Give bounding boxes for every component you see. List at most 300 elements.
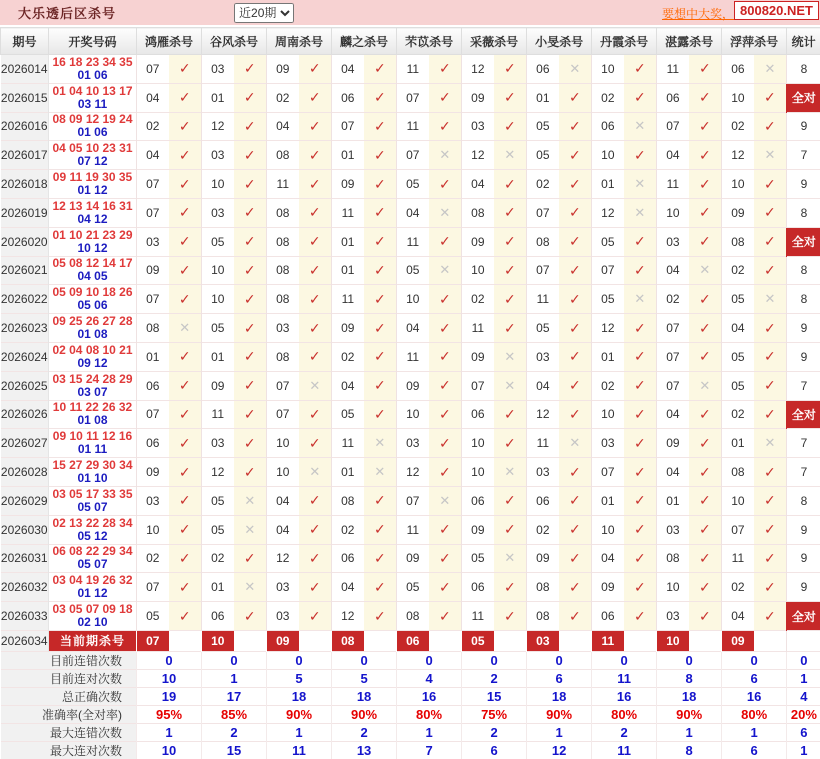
result-mark bbox=[559, 486, 592, 515]
result-mark bbox=[299, 112, 332, 141]
back-zone-numbers: 05 06 bbox=[49, 299, 136, 312]
result-mark bbox=[494, 342, 527, 371]
kill-number: 04 bbox=[397, 198, 429, 227]
result-mark bbox=[364, 314, 397, 343]
result-mark bbox=[169, 55, 202, 84]
column-header-period: 期号 bbox=[1, 28, 49, 55]
result-mark bbox=[234, 55, 267, 84]
kill-number: 12 bbox=[397, 458, 429, 487]
kill-number: 08 bbox=[267, 227, 299, 256]
result-mark bbox=[429, 141, 462, 170]
kill-number: 04 bbox=[267, 486, 299, 515]
period-cell: 2026022 bbox=[1, 285, 49, 314]
check-icon: ✓ bbox=[374, 406, 386, 422]
kill-number: 04 bbox=[527, 371, 559, 400]
kill-number: 04 bbox=[657, 256, 689, 285]
kill-number: 06 bbox=[462, 573, 494, 602]
kill-number: 03 bbox=[397, 429, 429, 458]
kill-number: 10 bbox=[202, 285, 234, 314]
result-mark bbox=[234, 198, 267, 227]
result-mark bbox=[364, 544, 397, 573]
back-zone-numbers: 07 12 bbox=[49, 155, 136, 168]
kill-number: 04 bbox=[592, 544, 624, 573]
kill-number: 03 bbox=[202, 429, 234, 458]
result-mark bbox=[754, 83, 787, 112]
check-icon: ✓ bbox=[764, 464, 776, 480]
period-cell: 2026014 bbox=[1, 55, 49, 84]
result-mark bbox=[754, 314, 787, 343]
summary-value: 90% bbox=[267, 705, 332, 723]
result-mark bbox=[299, 83, 332, 112]
check-icon: ✓ bbox=[374, 348, 386, 364]
summary-stat-value: 20% bbox=[787, 705, 820, 723]
summary-value: 0 bbox=[527, 651, 592, 669]
result-mark bbox=[429, 112, 462, 141]
check-icon: ✓ bbox=[374, 147, 386, 163]
summary-value: 1 bbox=[527, 723, 592, 741]
period-cell: 2026019 bbox=[1, 198, 49, 227]
period-cell: 2026033 bbox=[1, 602, 49, 631]
result-mark bbox=[624, 170, 657, 199]
kill-number: 12 bbox=[462, 55, 494, 84]
check-icon: ✓ bbox=[764, 579, 776, 595]
stat-cell: 8 bbox=[787, 285, 820, 314]
back-zone-numbers: 04 12 bbox=[49, 213, 136, 226]
kill-number: 01 bbox=[137, 342, 169, 371]
front-zone-numbers: 10 11 22 26 32 bbox=[49, 401, 136, 414]
check-icon: ✓ bbox=[179, 89, 191, 105]
check-icon: ✓ bbox=[634, 60, 646, 76]
check-icon: ✓ bbox=[439, 377, 451, 393]
stat-cell: 全对 bbox=[787, 400, 820, 429]
check-icon: ✓ bbox=[569, 521, 581, 537]
result-mark bbox=[624, 544, 657, 573]
check-icon: ✓ bbox=[179, 608, 191, 624]
kill-number: 10 bbox=[657, 573, 689, 602]
kill-number: 03 bbox=[202, 141, 234, 170]
cross-icon: ✕ bbox=[374, 464, 385, 479]
kill-number: 07 bbox=[137, 400, 169, 429]
front-zone-numbers: 01 10 21 23 29 bbox=[49, 229, 136, 242]
kill-number: 01 bbox=[332, 141, 364, 170]
result-mark bbox=[234, 602, 267, 631]
check-icon: ✓ bbox=[179, 176, 191, 192]
kill-number: 11 bbox=[527, 429, 559, 458]
kill-number: 07 bbox=[592, 256, 624, 285]
summary-value: 18 bbox=[657, 687, 722, 705]
result-mark bbox=[754, 112, 787, 141]
check-icon: ✓ bbox=[569, 262, 581, 278]
summary-value: 95% bbox=[137, 705, 202, 723]
check-icon: ✓ bbox=[179, 579, 191, 595]
cross-icon: ✕ bbox=[569, 61, 580, 76]
check-icon: ✓ bbox=[504, 521, 516, 537]
front-zone-numbers: 02 13 22 28 34 bbox=[49, 517, 136, 530]
front-zone-numbers: 04 05 10 23 31 bbox=[49, 142, 136, 155]
result-mark bbox=[299, 285, 332, 314]
result-mark bbox=[624, 285, 657, 314]
summary-value: 11 bbox=[592, 741, 657, 759]
winning-numbers bbox=[49, 342, 137, 371]
result-mark bbox=[169, 544, 202, 573]
result-mark bbox=[169, 371, 202, 400]
check-icon: ✓ bbox=[764, 377, 776, 393]
kill-number: 02 bbox=[202, 544, 234, 573]
kill-number: 01 bbox=[527, 83, 559, 112]
winning-numbers bbox=[49, 170, 137, 199]
cross-icon: ✕ bbox=[764, 61, 775, 76]
result-mark bbox=[169, 256, 202, 285]
summary-stat-value: 1 bbox=[787, 669, 820, 687]
kill-number: 11 bbox=[332, 198, 364, 227]
check-icon: ✓ bbox=[309, 550, 321, 566]
cross-icon: ✕ bbox=[244, 493, 255, 508]
period-cell: 2026018 bbox=[1, 170, 49, 199]
cross-icon: ✕ bbox=[569, 435, 580, 450]
summary-value: 0 bbox=[592, 651, 657, 669]
result-mark bbox=[429, 400, 462, 429]
kill-number: 05 bbox=[397, 170, 429, 199]
check-icon: ✓ bbox=[764, 320, 776, 336]
winning-numbers bbox=[49, 486, 137, 515]
summary-value: 1 bbox=[397, 723, 462, 741]
check-icon: ✓ bbox=[634, 579, 646, 595]
table-row bbox=[1, 83, 820, 112]
result-mark bbox=[559, 198, 592, 227]
summary-label: 目前连对次数 bbox=[1, 669, 137, 687]
summary-label: 总正确次数 bbox=[1, 687, 137, 705]
front-zone-numbers: 05 08 12 14 17 bbox=[49, 257, 136, 270]
current-kill-badge: 07 bbox=[137, 630, 169, 651]
stat-cell: 8 bbox=[787, 256, 820, 285]
summary-label: 最大连错次数 bbox=[1, 723, 137, 741]
result-mark bbox=[689, 486, 722, 515]
kill-number: 03 bbox=[202, 55, 234, 84]
kill-number: 06 bbox=[202, 602, 234, 631]
check-icon: ✓ bbox=[569, 233, 581, 249]
winning-numbers bbox=[49, 573, 137, 602]
summary-value: 0 bbox=[722, 651, 787, 669]
check-icon: ✓ bbox=[569, 118, 581, 134]
stat-cell: 9 bbox=[787, 342, 820, 371]
result-mark bbox=[624, 256, 657, 285]
result-mark bbox=[559, 429, 592, 458]
check-icon: ✓ bbox=[699, 176, 711, 192]
check-icon: ✓ bbox=[309, 492, 321, 508]
front-zone-numbers: 03 05 07 09 18 bbox=[49, 603, 136, 616]
summary-value: 16 bbox=[722, 687, 787, 705]
check-icon: ✓ bbox=[699, 579, 711, 595]
cross-icon: ✕ bbox=[634, 291, 645, 306]
kill-number: 08 bbox=[722, 227, 754, 256]
back-zone-numbers: 01 10 bbox=[49, 472, 136, 485]
check-icon: ✓ bbox=[179, 406, 191, 422]
result-mark bbox=[754, 371, 787, 400]
summary-row bbox=[1, 687, 820, 705]
check-icon: ✓ bbox=[699, 464, 711, 480]
result-mark bbox=[689, 285, 722, 314]
result-mark bbox=[754, 198, 787, 227]
winning-numbers bbox=[49, 544, 137, 573]
winning-numbers bbox=[49, 227, 137, 256]
period-cell: 2026027 bbox=[1, 429, 49, 458]
check-icon: ✓ bbox=[309, 521, 321, 537]
kill-number: 03 bbox=[527, 458, 559, 487]
check-icon: ✓ bbox=[699, 406, 711, 422]
result-mark bbox=[364, 83, 397, 112]
result-mark bbox=[364, 515, 397, 544]
check-icon: ✓ bbox=[244, 550, 256, 566]
summary-value: 0 bbox=[137, 651, 202, 669]
back-zone-numbers: 01 08 bbox=[49, 414, 136, 427]
result-mark bbox=[624, 400, 657, 429]
result-mark bbox=[169, 486, 202, 515]
summary-value: 12 bbox=[527, 741, 592, 759]
kill-number: 03 bbox=[137, 486, 169, 515]
kill-number: 07 bbox=[527, 198, 559, 227]
result-mark bbox=[494, 573, 527, 602]
column-header-stat: 统计 bbox=[787, 28, 820, 55]
result-mark bbox=[429, 429, 462, 458]
result-mark bbox=[754, 544, 787, 573]
current-kill-badge: 10 bbox=[657, 630, 689, 651]
kill-number: 11 bbox=[397, 55, 429, 84]
result-mark bbox=[364, 227, 397, 256]
check-icon: ✓ bbox=[569, 406, 581, 422]
kill-number: 07 bbox=[137, 170, 169, 199]
stat-cell: 7 bbox=[787, 458, 820, 487]
result-mark bbox=[429, 458, 462, 487]
kill-number: 07 bbox=[137, 198, 169, 227]
current-period-label: 当前期杀号 bbox=[49, 630, 137, 651]
kill-number: 09 bbox=[462, 342, 494, 371]
summary-stat-value: 6 bbox=[787, 723, 820, 741]
period-cell: 2026034 bbox=[1, 630, 49, 651]
front-zone-numbers: 06 08 22 29 34 bbox=[49, 545, 136, 558]
kill-number: 07 bbox=[137, 285, 169, 314]
result-mark bbox=[689, 141, 722, 170]
result-mark bbox=[689, 198, 722, 227]
result-mark bbox=[689, 314, 722, 343]
kill-number: 09 bbox=[137, 256, 169, 285]
check-icon: ✓ bbox=[764, 118, 776, 134]
kill-number: 10 bbox=[462, 458, 494, 487]
kill-number: 08 bbox=[267, 342, 299, 371]
period-range-select[interactable] bbox=[234, 3, 294, 23]
winning-numbers bbox=[49, 55, 137, 84]
check-icon: ✓ bbox=[699, 60, 711, 76]
column-header-expert: 周南杀号 bbox=[267, 28, 332, 55]
result-mark bbox=[624, 342, 657, 371]
check-icon: ✓ bbox=[699, 435, 711, 451]
check-icon: ✓ bbox=[309, 176, 321, 192]
table-row bbox=[1, 198, 820, 227]
cross-icon: ✕ bbox=[764, 291, 775, 306]
check-icon: ✓ bbox=[244, 204, 256, 220]
summary-value: 16 bbox=[397, 687, 462, 705]
stat-cell: 8 bbox=[787, 486, 820, 515]
result-mark bbox=[364, 55, 397, 84]
check-icon: ✓ bbox=[374, 118, 386, 134]
result-mark bbox=[169, 515, 202, 544]
kill-number: 09 bbox=[397, 544, 429, 573]
column-header-expert: 小旻杀号 bbox=[527, 28, 592, 55]
check-icon: ✓ bbox=[699, 521, 711, 537]
kill-number: 05 bbox=[332, 400, 364, 429]
back-zone-numbers: 01 06 bbox=[49, 126, 136, 139]
period-cell: 2026015 bbox=[1, 83, 49, 112]
check-icon: ✓ bbox=[569, 147, 581, 163]
kill-number: 07 bbox=[722, 515, 754, 544]
result-mark bbox=[624, 458, 657, 487]
kill-number: 11 bbox=[657, 170, 689, 199]
kill-number: 11 bbox=[397, 515, 429, 544]
check-icon: ✓ bbox=[634, 262, 646, 278]
result-mark bbox=[494, 400, 527, 429]
check-icon: ✓ bbox=[699, 492, 711, 508]
check-icon: ✓ bbox=[439, 118, 451, 134]
check-icon: ✓ bbox=[569, 176, 581, 192]
kill-number: 07 bbox=[657, 314, 689, 343]
table-header-row bbox=[1, 28, 820, 55]
kill-number: 02 bbox=[462, 285, 494, 314]
current-kill-empty bbox=[429, 630, 462, 651]
result-mark bbox=[754, 285, 787, 314]
back-zone-numbers: 03 11 bbox=[49, 98, 136, 111]
summary-value: 90% bbox=[657, 705, 722, 723]
kill-number: 02 bbox=[722, 573, 754, 602]
summary-value: 4 bbox=[397, 669, 462, 687]
kill-number: 08 bbox=[267, 285, 299, 314]
check-icon: ✓ bbox=[504, 204, 516, 220]
check-icon: ✓ bbox=[439, 521, 451, 537]
check-icon: ✓ bbox=[374, 291, 386, 307]
result-mark bbox=[689, 544, 722, 573]
check-icon: ✓ bbox=[439, 60, 451, 76]
kill-number: 12 bbox=[592, 314, 624, 343]
check-icon: ✓ bbox=[634, 521, 646, 537]
result-mark bbox=[494, 256, 527, 285]
result-mark bbox=[169, 285, 202, 314]
check-icon: ✓ bbox=[699, 89, 711, 105]
result-mark bbox=[754, 400, 787, 429]
check-icon: ✓ bbox=[244, 147, 256, 163]
winning-numbers bbox=[49, 314, 137, 343]
summary-value: 5 bbox=[267, 669, 332, 687]
kill-number: 09 bbox=[657, 429, 689, 458]
kill-number: 08 bbox=[462, 198, 494, 227]
result-mark bbox=[559, 342, 592, 371]
cross-icon: ✕ bbox=[439, 493, 450, 508]
winning-numbers bbox=[49, 458, 137, 487]
check-icon: ✓ bbox=[699, 118, 711, 134]
kill-number: 03 bbox=[462, 112, 494, 141]
result-mark bbox=[299, 429, 332, 458]
result-mark bbox=[234, 314, 267, 343]
front-zone-numbers: 03 15 24 28 29 bbox=[49, 373, 136, 386]
kill-number: 01 bbox=[722, 429, 754, 458]
check-icon: ✓ bbox=[504, 291, 516, 307]
summary-value: 2 bbox=[332, 723, 397, 741]
summary-value: 6 bbox=[722, 741, 787, 759]
check-icon: ✓ bbox=[569, 320, 581, 336]
kill-number: 01 bbox=[332, 458, 364, 487]
current-kill-badge: 10 bbox=[202, 630, 234, 651]
result-mark bbox=[624, 602, 657, 631]
period-cell: 2026023 bbox=[1, 314, 49, 343]
kill-number: 05 bbox=[397, 256, 429, 285]
front-zone-numbers: 09 11 19 30 35 bbox=[49, 171, 136, 184]
table-row bbox=[1, 55, 820, 84]
check-icon: ✓ bbox=[569, 492, 581, 508]
cross-icon: ✕ bbox=[764, 147, 775, 162]
back-zone-numbers: 02 10 bbox=[49, 616, 136, 629]
summary-row bbox=[1, 741, 820, 759]
check-icon: ✓ bbox=[374, 608, 386, 624]
stat-cell: 9 bbox=[787, 515, 820, 544]
result-mark bbox=[429, 371, 462, 400]
promo-link[interactable]: 要想中大奖， bbox=[662, 5, 734, 22]
table-row bbox=[1, 314, 820, 343]
result-mark bbox=[364, 256, 397, 285]
kill-number: 03 bbox=[137, 227, 169, 256]
kill-number: 11 bbox=[462, 602, 494, 631]
check-icon: ✓ bbox=[179, 147, 191, 163]
kill-number: 11 bbox=[332, 285, 364, 314]
period-cell: 2026017 bbox=[1, 141, 49, 170]
kill-number: 02 bbox=[527, 170, 559, 199]
check-icon: ✓ bbox=[764, 550, 776, 566]
check-icon: ✓ bbox=[764, 608, 776, 624]
kill-number: 01 bbox=[202, 342, 234, 371]
summary-value: 11 bbox=[267, 741, 332, 759]
table-row bbox=[1, 429, 820, 458]
check-icon: ✓ bbox=[439, 406, 451, 422]
kill-number: 09 bbox=[202, 371, 234, 400]
kill-number: 08 bbox=[137, 314, 169, 343]
result-mark bbox=[364, 486, 397, 515]
back-zone-numbers: 09 12 bbox=[49, 357, 136, 370]
check-icon: ✓ bbox=[764, 204, 776, 220]
result-mark bbox=[169, 602, 202, 631]
kill-number: 02 bbox=[722, 400, 754, 429]
result-mark bbox=[689, 170, 722, 199]
cross-icon: ✕ bbox=[699, 378, 710, 393]
kill-number: 11 bbox=[462, 314, 494, 343]
stat-cell: 9 bbox=[787, 573, 820, 602]
summary-value: 1 bbox=[202, 669, 267, 687]
kill-number: 08 bbox=[527, 227, 559, 256]
kill-number: 06 bbox=[137, 429, 169, 458]
cross-icon: ✕ bbox=[634, 205, 645, 220]
cross-icon: ✕ bbox=[504, 550, 515, 565]
current-kill-badge: 11 bbox=[592, 630, 624, 651]
result-mark bbox=[494, 371, 527, 400]
summary-value: 6 bbox=[527, 669, 592, 687]
check-icon: ✓ bbox=[244, 262, 256, 278]
check-icon: ✓ bbox=[374, 320, 386, 336]
kill-number: 09 bbox=[332, 314, 364, 343]
result-mark bbox=[494, 486, 527, 515]
kill-number: 01 bbox=[592, 170, 624, 199]
check-icon: ✓ bbox=[569, 608, 581, 624]
summary-value: 80% bbox=[592, 705, 657, 723]
summary-value: 15 bbox=[202, 741, 267, 759]
result-mark bbox=[559, 544, 592, 573]
check-icon: ✓ bbox=[179, 521, 191, 537]
check-icon: ✓ bbox=[439, 320, 451, 336]
kill-number: 04 bbox=[332, 573, 364, 602]
